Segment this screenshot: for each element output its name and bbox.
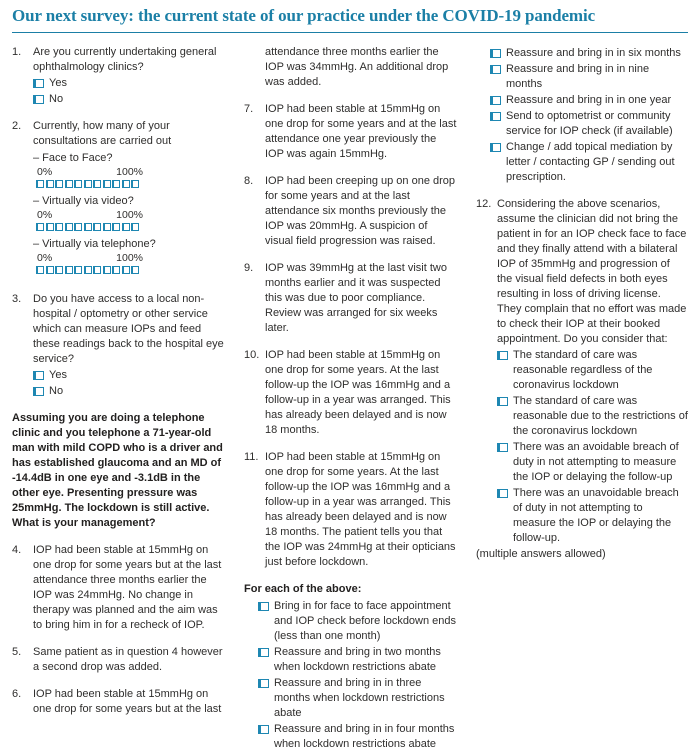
column-2	[244, 45, 457, 752]
checkbox-icon[interactable]	[497, 443, 508, 452]
question-text: IOP had been stable at 15mmHg on one drop for some years but at the last	[33, 688, 222, 715]
scale-max-label: 100%	[116, 252, 143, 264]
option-label: Reassure and bring in in one year	[506, 94, 672, 106]
question-11	[244, 450, 457, 570]
checkbox-icon[interactable]	[490, 65, 501, 74]
question-8	[244, 174, 457, 249]
slider-label: – Face to Face?	[33, 152, 113, 164]
question-number: 4.	[12, 544, 22, 556]
question-9	[244, 261, 457, 336]
checkbox-icon[interactable]	[490, 96, 501, 105]
question-text: Currently, how many of your consultations are carried out	[33, 120, 172, 147]
column-3	[476, 45, 688, 752]
checkbox-option[interactable]	[490, 62, 688, 92]
checkbox-icon[interactable]	[258, 648, 269, 657]
slider-checkbox[interactable]	[103, 223, 111, 231]
question-1	[12, 45, 225, 107]
question-number: 10.	[244, 349, 260, 361]
option-label: Reassure and bring in in three months when lockdown restrictions abate	[274, 677, 445, 719]
question-text: IOP had been stable at 15mmHg on one drop for some years. At the last follow-up the IOP was 16mmHg and a follow-up in a year was arranged. This has already been delayed and is now 18 months. The patient tells you that the IOP was 24mmHg at their opticians just before lockdown.	[265, 451, 456, 568]
slider-checkbox[interactable]	[93, 180, 101, 188]
checkbox-option-yes[interactable]	[33, 368, 225, 383]
slider-checkbox[interactable]	[131, 223, 139, 231]
checkbox-icon[interactable]	[33, 79, 44, 88]
question-number: 8.	[244, 175, 254, 187]
option-label: There was an avoidable breach of duty in not attempting to measure the IOP or delaying the follow-up	[513, 441, 679, 483]
option-label: Yes	[49, 77, 67, 89]
checkbox-icon[interactable]	[497, 489, 508, 498]
slider-checkbox[interactable]	[74, 223, 82, 231]
checkbox-option-yes[interactable]	[33, 76, 225, 91]
slider-checkbox-row[interactable]	[36, 223, 225, 233]
checkbox-icon[interactable]	[258, 679, 269, 688]
slider-checkbox[interactable]	[36, 266, 44, 274]
slider-checkbox[interactable]	[131, 180, 139, 188]
slider-face-to-face	[33, 151, 225, 190]
slider-checkbox[interactable]	[122, 266, 130, 274]
slider-checkbox[interactable]	[103, 266, 111, 274]
slider-checkbox[interactable]	[55, 180, 63, 188]
option-label: No	[49, 93, 64, 105]
checkbox-icon[interactable]	[497, 397, 508, 406]
scale-max-label: 100%	[116, 166, 143, 178]
checkbox-option[interactable]	[490, 46, 688, 61]
scale-min-label: 0%	[37, 166, 53, 178]
question-text: IOP had been stable at 15mmHg on one drop for some years and at the last attendance one year previously the IOP was again 15mmHg.	[265, 103, 457, 160]
checkbox-option[interactable]	[497, 394, 688, 439]
for-each-options	[258, 599, 457, 752]
slider-checkbox[interactable]	[65, 180, 73, 188]
slider-checkbox-row[interactable]	[36, 266, 225, 276]
question-12	[476, 197, 688, 546]
slider-scale	[37, 252, 143, 265]
checkbox-icon[interactable]	[33, 95, 44, 104]
checkbox-icon[interactable]	[490, 112, 501, 121]
question-text: IOP had been stable at 15mmHg on one drop for some years. At the last follow-up the IOP was 16mmHg and a follow-up in a year was arranged. This has already been delayed and is now 18 months.	[265, 349, 451, 436]
option-label: The standard of care was reasonable regardless of the coronavirus lockdown	[513, 349, 653, 391]
scenario-paragraph: Assuming you are doing a telephone clinic and you telephone a 71-year-old man with mild COPD who is a driver and has established glaucoma and an MD of -14.4dB in one eye and -3.1dB in the other eye. Presenting pressure was 25mmHg. The lockdown is still active. What is your management?	[12, 412, 223, 529]
question-10	[244, 348, 457, 438]
question-number: 7.	[244, 103, 254, 115]
question-number: 6.	[12, 688, 22, 700]
checkbox-icon[interactable]	[258, 602, 269, 611]
checkbox-option[interactable]	[258, 645, 457, 675]
checkbox-option-no[interactable]	[33, 92, 225, 107]
question-2	[12, 119, 225, 280]
slider-label: – Virtually via telephone?	[33, 238, 156, 250]
slider-checkbox[interactable]	[55, 266, 63, 274]
scale-max-label: 100%	[116, 209, 143, 221]
question-6-continuation: attendance three months earlier the IOP was 34mmHg. An additional drop was added.	[265, 46, 449, 88]
question-4	[12, 543, 225, 633]
checkbox-option[interactable]	[497, 348, 688, 393]
question-text: Same patient as in question 4 however a second drop was added.	[33, 646, 223, 673]
slider-checkbox[interactable]	[84, 266, 92, 274]
question-text: IOP was 39mmHg at the last visit two months earlier and it was suspected this was due to poor compliance. Review was arranged for six weeks later.	[265, 262, 447, 334]
question-6	[12, 687, 225, 717]
title-divider	[12, 32, 688, 33]
checkbox-icon[interactable]	[33, 387, 44, 396]
question-text: IOP had been creeping up on one drop for some years and at the last attendance six months previously the IOP was 20mmHg. A suspicion of visual field progression was raised.	[265, 175, 456, 247]
checkbox-option[interactable]	[497, 440, 688, 485]
column-1	[12, 45, 225, 752]
checkbox-icon[interactable]	[490, 143, 501, 152]
scale-min-label: 0%	[37, 252, 53, 264]
slider-checkbox[interactable]	[112, 180, 120, 188]
option-label: The standard of care was reasonable due to the restrictions of the coronavirus lockdown	[513, 395, 688, 437]
option-label: Change / add topical mediation by letter / contacting GP / sending out prescription.	[506, 141, 675, 183]
checkbox-option[interactable]	[490, 93, 688, 108]
slider-virtual-telephone	[33, 237, 225, 276]
for-each-options-continued	[490, 46, 688, 185]
checkbox-icon[interactable]	[490, 49, 501, 58]
slider-checkbox[interactable]	[36, 223, 44, 231]
checkbox-option[interactable]	[258, 676, 457, 721]
columns-container	[12, 45, 688, 752]
slider-checkbox[interactable]	[46, 223, 54, 231]
option-label: No	[49, 385, 64, 397]
checkbox-option[interactable]	[497, 486, 688, 546]
slider-checkbox[interactable]	[74, 180, 82, 188]
slider-checkbox[interactable]	[46, 266, 54, 274]
checkbox-option[interactable]	[258, 599, 457, 644]
for-each-heading: For each of the above:	[244, 583, 362, 595]
page-title: Our next survey: the current state of our practice under the COVID-19 pandemic	[12, 6, 596, 25]
question-5	[12, 645, 225, 675]
slider-checkbox[interactable]	[84, 223, 92, 231]
option-label: Yes	[49, 369, 67, 381]
slider-checkbox[interactable]	[65, 266, 73, 274]
slider-checkbox[interactable]	[131, 266, 139, 274]
checkbox-option-no[interactable]	[33, 384, 225, 399]
slider-checkbox[interactable]	[93, 223, 101, 231]
slider-checkbox[interactable]	[84, 180, 92, 188]
option-label: Reassure and bring in in six months	[506, 47, 681, 59]
option-label: Send to optometrist or community service for IOP check (if available)	[506, 110, 673, 137]
question-number: 5.	[12, 646, 22, 658]
slider-scale	[37, 209, 143, 222]
slider-virtual-video	[33, 194, 225, 233]
question-number: 12.	[476, 198, 492, 210]
question-7	[244, 102, 457, 162]
slider-checkbox[interactable]	[65, 223, 73, 231]
checkbox-icon[interactable]	[258, 725, 269, 734]
slider-checkbox[interactable]	[74, 266, 82, 274]
checkbox-icon[interactable]	[33, 371, 44, 380]
option-label: Reassure and bring in in four months when lockdown restrictions abate	[274, 723, 455, 750]
question-number: 11.	[244, 451, 259, 463]
slider-checkbox[interactable]	[103, 180, 111, 188]
slider-checkbox[interactable]	[122, 180, 130, 188]
question-number: 2.	[12, 120, 22, 132]
question-number: 3.	[12, 293, 22, 305]
checkbox-option[interactable]	[490, 140, 688, 185]
question-number: 9.	[244, 262, 254, 274]
slider-checkbox[interactable]	[46, 180, 54, 188]
question-number: 1.	[12, 46, 22, 58]
option-label: Reassure and bring in two months when lockdown restrictions abate	[274, 646, 441, 673]
option-label: There was an unavoidable breach of duty in not attempting to measure the IOP or delaying the follow-up.	[513, 487, 679, 544]
multiple-answers-note: (multiple answers allowed)	[476, 548, 606, 560]
slider-checkbox-row[interactable]	[36, 180, 225, 190]
slider-checkbox[interactable]	[55, 223, 63, 231]
slider-checkbox[interactable]	[112, 223, 120, 231]
question-text: Considering the above scenarios, assume the clinician did not bring the patient in for an IOP check face to face and they finally attend with a bilateral IOP of 35mmHg and progression of the visual field defects in both eyes resulting in loss of driving license. They complain that no effort was made to check their IOP at their booked appointment. Do you consider that:	[497, 198, 687, 345]
scale-min-label: 0%	[37, 209, 53, 221]
slider-checkbox[interactable]	[93, 266, 101, 274]
question-3	[12, 292, 225, 399]
option-label: Bring in for face to face appointment and IOP check before lockdown ends (less than one month)	[274, 600, 457, 642]
slider-label: – Virtually via video?	[33, 195, 134, 207]
question-text: IOP had been stable at 15mmHg on one drop for some years but at the last attendance three months earlier the IOP was 24mmHg. No change in therapy was planned and the aim was to bring him in for a recheck of IOP.	[33, 544, 222, 631]
checkbox-option[interactable]	[258, 722, 457, 752]
slider-checkbox[interactable]	[122, 223, 130, 231]
option-label: Reassure and bring in in nine months	[506, 63, 650, 90]
question-text: Are you currently undertaking general ophthalmology clinics?	[33, 46, 217, 73]
slider-checkbox[interactable]	[112, 266, 120, 274]
slider-scale	[37, 166, 143, 179]
question-text: Do you have access to a local non-hospital / optometry or other service which can measure IOPs and feed these readings back to the hospital eye service?	[33, 293, 224, 365]
checkbox-option[interactable]	[490, 109, 688, 139]
slider-checkbox[interactable]	[36, 180, 44, 188]
checkbox-icon[interactable]	[497, 351, 508, 360]
